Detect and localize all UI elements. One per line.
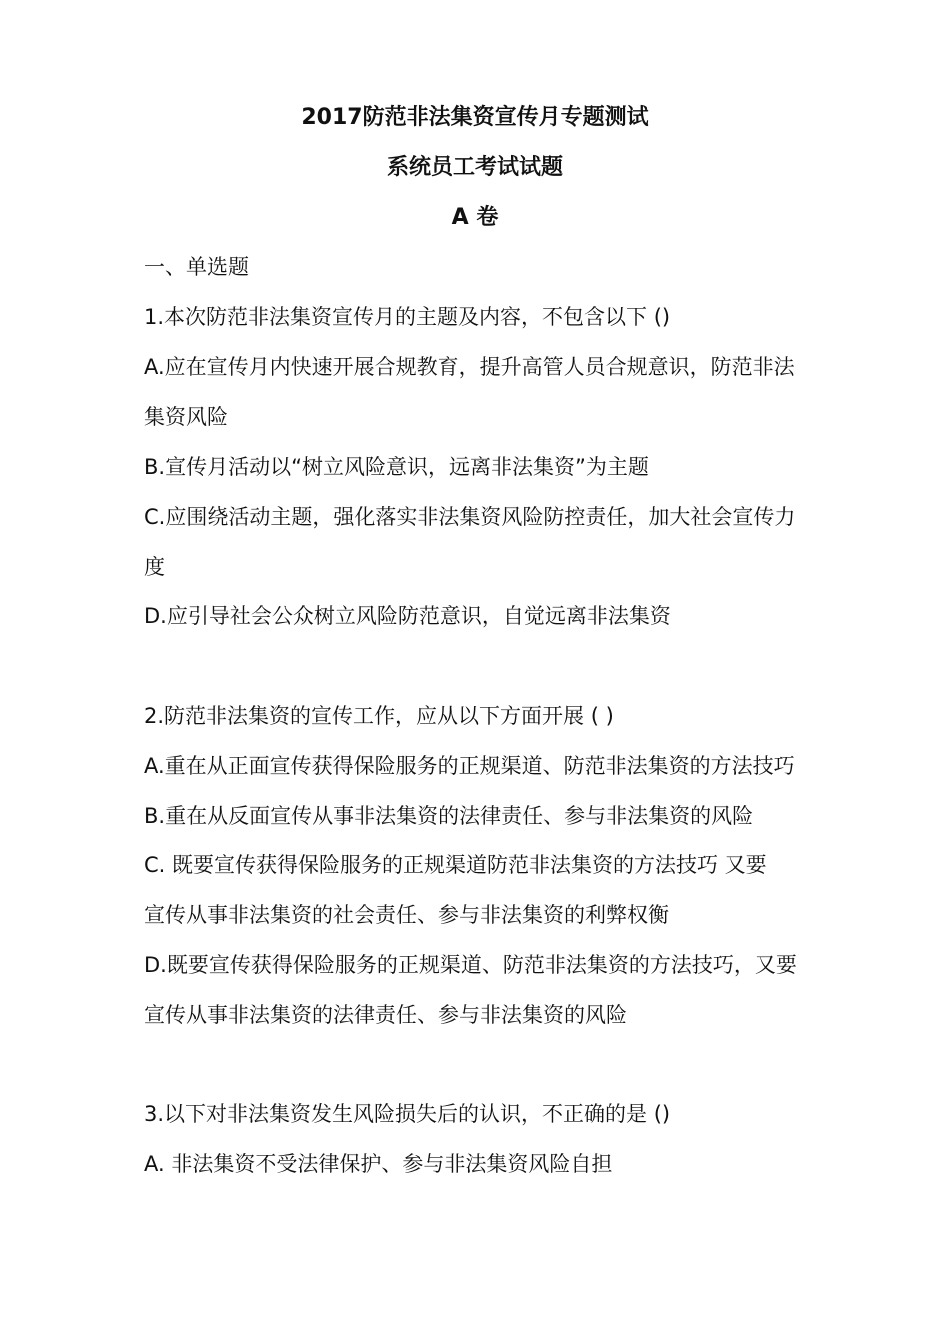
question-2-option-a: A.重在从正面宣传获得保险服务的正规渠道、防范非法集资的方法技巧 <box>144 754 795 778</box>
question-2-option-c-line-1: C. 既要宣传获得保险服务的正规渠道防范非法集资的方法技巧 又要 <box>144 853 767 877</box>
exam-subtitle: 系统员工考试试题 <box>386 155 563 180</box>
question-2-option-b: B.重在从反面宣传从事非法集资的法律责任、参与非法集资的风险 <box>144 804 754 828</box>
question-1-option-a-line-1: A.应在宣传月内快速开展合规教育，提升高管人员合规意识，防范非法 <box>144 355 795 379</box>
question-1-option-b: B.宣传月活动以“树立风险意识，远离非法集资”为主题 <box>144 455 649 479</box>
question-2-option-c-line-2: 宣传从事非法集资的社会责任、参与非法集资的利弊权衡 <box>144 903 669 927</box>
question-2-stem: 2.防范非法集资的宣传工作，应从以下方面开展 ( ) <box>144 704 614 728</box>
question-2-option-d-line-1: D.既要宣传获得保险服务的正规渠道、防范非法集资的方法技巧，又要 <box>144 953 797 977</box>
question-1-stem: 1.本次防范非法集资宣传月的主题及内容，不包含以下 () <box>144 305 671 329</box>
question-1-option-d: D.应引导社会公众树立风险防范意识，自觉远离非法集资 <box>144 604 671 628</box>
question-3-option-a: A. 非法集资不受法律保护、参与非法集资风险自担 <box>144 1152 613 1176</box>
question-1-option-c-line-2: 度 <box>144 555 165 579</box>
exam-title: 2017防范非法集资宣传月专题测试 <box>301 105 649 130</box>
exam-paper-version: A 卷 <box>451 205 499 230</box>
section-heading: 一、单选题 <box>144 255 249 279</box>
question-3-stem: 3.以下对非法集资发生风险损失后的认识，不正确的是 () <box>144 1102 671 1126</box>
question-1-option-a-line-2: 集资风险 <box>144 405 228 429</box>
question-2-option-d-line-2: 宣传从事非法集资的法律责任、参与非法集资的风险 <box>144 1003 627 1027</box>
question-1-option-c-line-1: C.应围绕活动主题，强化落实非法集资风险防控责任，加大社会宣传力 <box>144 505 796 529</box>
